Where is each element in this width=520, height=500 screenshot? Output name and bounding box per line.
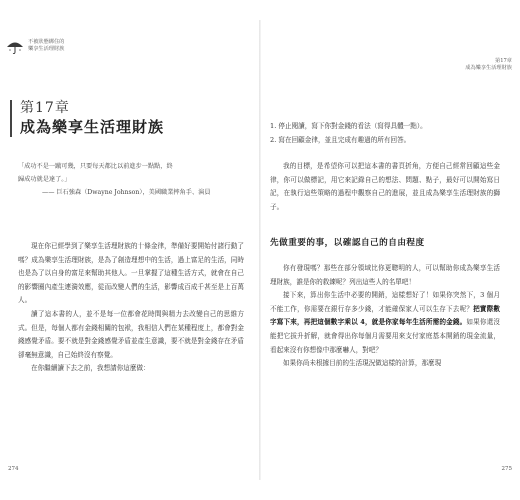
text-line: 意識，自己始終沒有察覺。	[37, 350, 117, 359]
chapter-number: 第17章	[20, 100, 70, 116]
text-line: 你突然下，3 個月不能工作，你需要在銀行存多少錢，才能	[270, 291, 500, 313]
epigraph-quote	[18, 160, 238, 199]
book-title-line2: 樂享生活理財族	[28, 46, 65, 52]
text-line: 現金流量，看起來沒有你想像中那麼嚇人，對吧？	[270, 331, 501, 354]
chapter-heading	[10, 100, 246, 137]
quote-line2: 歸成功就是達了。」	[18, 176, 71, 183]
book-title	[28, 39, 64, 53]
paragraph	[270, 262, 500, 289]
emphasized-text: 把實際數字寫下來，再把這個數	[270, 304, 501, 327]
paragraph	[18, 240, 244, 308]
paragraph	[18, 308, 244, 362]
text-line: 如果你尚未根據目前的生活現況做這樣的計算，那麼現	[283, 359, 442, 368]
instruction-list	[270, 120, 500, 147]
section-heading: 先做重要的事，以確認自己的自由程度	[270, 238, 425, 248]
quote-source: —— 巨石強森（Dwayne Johnson），美國職業摔角手、演員	[42, 189, 211, 196]
right-page	[261, 20, 516, 480]
paragraph	[270, 160, 500, 214]
text-line: 變自己的思維方式。但是，每個人都有金錢相關的包袱，我	[18, 309, 244, 332]
chapter-title: 成為樂享生活理財族	[20, 118, 165, 136]
text-line: 金錢感覺矛盾並產生意識，要不就是對金錢存在矛盾卻毫無	[18, 337, 245, 359]
text-line: 要開始付諸行動了嗎？成為樂享生活理財族，是為了創造理	[18, 242, 245, 264]
left-page-body	[18, 240, 244, 376]
text-line: 如果你還沒能把它	[270, 318, 501, 340]
text-line: 甚至是上百萬人。	[18, 282, 245, 305]
text-line: 在你繼續讀下去之前，我想請你這麼做：	[31, 364, 150, 373]
text-line: 想中的生活，過上富足的生活，同時也是為了以自身的富足	[18, 255, 245, 278]
left-running-head	[6, 38, 64, 54]
text-line: 相信人們在某種程度上，都會對金錢感覺矛盾。要不就是對	[18, 323, 245, 346]
text-line: 過程中觀察自己的進展，並且成為樂享生活理財族的獅子。	[270, 189, 501, 211]
umbrella-logo-icon	[6, 38, 24, 54]
right-page-body-intro	[270, 160, 500, 214]
list-item: 2. 寫在回顧金律，並且完成有趣過的所有回答。	[270, 135, 411, 144]
text-line: 讀了這本書的人，並不是每一位都會花時間與精力去改	[31, 309, 197, 318]
text-line: 你有發現嗎？那些在部分領域比你更聰明的人，可以幫	[283, 264, 446, 272]
text-line: 助你成為樂享生活理財族，誰是你的救練呢？列出這些人的	[270, 264, 501, 286]
book-title-line1: 不被狀態綁住的	[28, 39, 65, 45]
paragraph	[270, 357, 500, 371]
text-line: 確保家人可以生存下去呢？	[391, 304, 474, 313]
right-running-head	[465, 58, 512, 72]
text-line: 我的目標，是希望你可以把這本書的書頁折角，方便自	[283, 162, 446, 170]
emphasized-text: 字乘以 4，就是你家每年生活所需的金錢。	[337, 318, 467, 327]
text-line: 來幫助其他人。一旦掌握了這種生活方式，就會在自己的影	[18, 269, 245, 291]
running-head-chapter: 第17章	[495, 58, 512, 64]
list-item: 1. 停止閱讀，寫下你對金錢的看法（寫得具體一點）。	[270, 122, 427, 130]
text-line: 接下來，算出你生活中必要的開銷，這樣想好了！如果	[283, 291, 447, 300]
text-line: 法、問題、點子，最好可以開始寫日記，在執行這些策略的	[270, 175, 501, 198]
text-line: 己經常回顧這些金律，你可以做標記，用它來記錄自己的想	[270, 162, 501, 184]
page-number-right: 275	[501, 466, 512, 472]
paragraph	[18, 362, 244, 376]
text-line: 響圈內產生連漪效應，從而改變人們的生活，影響成百成千	[31, 282, 205, 291]
paragraph	[270, 289, 500, 357]
running-head-title: 成為樂享生活理財族	[465, 65, 512, 71]
page-number-left: 274	[8, 466, 19, 472]
text-line: 名單吧！	[388, 277, 416, 286]
text-line: 現在你已經學到了樂享生活理財族的十條金律，準備好	[31, 242, 191, 250]
text-line: 拔升折解，就會得出你每個月需要用來支付家庭基本開銷的	[290, 331, 467, 340]
quote-line1: 「成功不是一蹴可幾，只要每天都比以前進步一點點，終	[18, 163, 173, 170]
right-page-body-section	[270, 262, 500, 371]
